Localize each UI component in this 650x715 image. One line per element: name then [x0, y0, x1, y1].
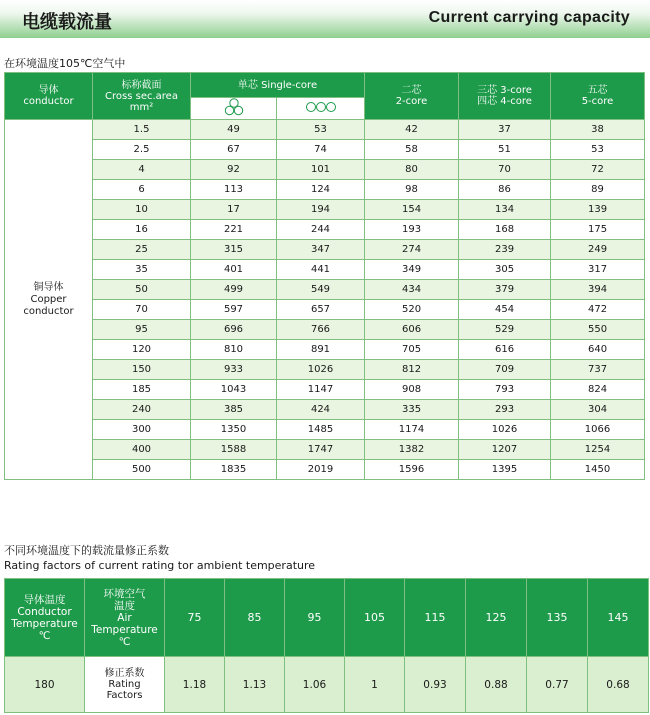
five-core-cell: 394: [551, 280, 645, 300]
cross-section-cell: 1.5: [93, 120, 191, 140]
two-core-cell: 606: [365, 320, 459, 340]
three-four-core-cell: 168: [459, 220, 551, 240]
single-core-flat-cell: 74: [277, 140, 365, 160]
three-four-core-cell: 454: [459, 300, 551, 320]
cross-section-cell: 2.5: [93, 140, 191, 160]
rating-factors-table: [4, 578, 649, 713]
cross-section-cell: 185: [93, 380, 191, 400]
rating-factor-value: 1.13: [225, 657, 285, 713]
cross-section-cell: 500: [93, 460, 191, 480]
single-core-trefoil-cell: 810: [191, 340, 277, 360]
cross-section-cell: 35: [93, 260, 191, 280]
five-core-cell: 1066: [551, 420, 645, 440]
three-four-core-cell: 379: [459, 280, 551, 300]
cross-section-cell: 300: [93, 420, 191, 440]
single-core-flat-cell: 657: [277, 300, 365, 320]
header-conductor: 导体 conductor: [5, 73, 93, 120]
single-core-trefoil-cell: 933: [191, 360, 277, 380]
table-row: [5, 220, 645, 240]
title-cn: 电缆载流量: [22, 12, 112, 33]
three-four-core-cell: 293: [459, 400, 551, 420]
table-row: [5, 280, 645, 300]
table-row: [5, 320, 645, 340]
rating-factor-value: 0.77: [527, 657, 588, 713]
table-row: [5, 160, 645, 180]
five-core-cell: 249: [551, 240, 645, 260]
conductor-temperature-value: 180: [5, 657, 85, 713]
single-core-flat-cell: 891: [277, 340, 365, 360]
two-core-cell: 1596: [365, 460, 459, 480]
header-three-four-core: 三芯 3-core 四芯 4-core: [459, 73, 551, 120]
table1-caption: 在环境温度105℃空气中: [4, 57, 126, 70]
two-core-cell: 154: [365, 200, 459, 220]
three-four-core-cell: 134: [459, 200, 551, 220]
single-core-flat-cell: 424: [277, 400, 365, 420]
trefoil-circles-icon: [191, 98, 277, 120]
single-core-trefoil-cell: 113: [191, 180, 277, 200]
cross-section-cell: 150: [93, 360, 191, 380]
cross-section-cell: 240: [93, 400, 191, 420]
five-core-cell: 38: [551, 120, 645, 140]
two-core-cell: 520: [365, 300, 459, 320]
single-core-trefoil-cell: 1350: [191, 420, 277, 440]
single-core-trefoil-cell: 221: [191, 220, 277, 240]
rating-factor-value: 0.68: [588, 657, 649, 713]
single-core-flat-cell: 1747: [277, 440, 365, 460]
cross-section-cell: 50: [93, 280, 191, 300]
five-core-cell: 1450: [551, 460, 645, 480]
two-core-cell: 335: [365, 400, 459, 420]
air-temperature-value: 105: [345, 579, 405, 657]
table2-caption-cn: 不同环境温度下的载流量修正系数: [4, 544, 169, 557]
two-core-cell: 98: [365, 180, 459, 200]
five-core-cell: 139: [551, 200, 645, 220]
single-core-trefoil-cell: 385: [191, 400, 277, 420]
two-core-cell: 349: [365, 260, 459, 280]
header-air-temperature: 环境空气 温度 Air Temperature ℃: [85, 579, 165, 657]
rating-factor-value: 1.18: [165, 657, 225, 713]
cross-section-cell: 120: [93, 340, 191, 360]
three-four-core-cell: 86: [459, 180, 551, 200]
table2-caption-en: Rating factors of current rating tor ambient temperature: [4, 559, 316, 572]
five-core-cell: 317: [551, 260, 645, 280]
two-core-cell: 80: [365, 160, 459, 180]
three-four-core-cell: 37: [459, 120, 551, 140]
table-row: [5, 260, 645, 280]
two-core-cell: 812: [365, 360, 459, 380]
three-four-core-cell: 1395: [459, 460, 551, 480]
rating-factor-value: 1.06: [285, 657, 345, 713]
table-row: [5, 340, 645, 360]
five-core-cell: 640: [551, 340, 645, 360]
table-row: [5, 380, 645, 400]
single-core-trefoil-cell: 1043: [191, 380, 277, 400]
two-core-cell: 1174: [365, 420, 459, 440]
two-core-cell: 42: [365, 120, 459, 140]
cross-section-cell: 70: [93, 300, 191, 320]
air-temperature-value: 75: [165, 579, 225, 657]
two-core-cell: 705: [365, 340, 459, 360]
five-core-cell: 1254: [551, 440, 645, 460]
cross-section-cell: 4: [93, 160, 191, 180]
single-core-trefoil-cell: 401: [191, 260, 277, 280]
title-en: Current carrying capacity: [428, 9, 630, 26]
current-capacity-table: [4, 72, 645, 480]
three-four-core-cell: 305: [459, 260, 551, 280]
two-core-cell: 274: [365, 240, 459, 260]
cross-section-cell: 10: [93, 200, 191, 220]
table-row: [5, 360, 645, 380]
three-four-core-cell: 709: [459, 360, 551, 380]
table-row: [5, 200, 645, 220]
cross-section-cell: 400: [93, 440, 191, 460]
cross-section-cell: 6: [93, 180, 191, 200]
single-core-trefoil-cell: 67: [191, 140, 277, 160]
flat-three-circles-icon: [277, 98, 365, 120]
single-core-trefoil-cell: 597: [191, 300, 277, 320]
header-five-core: 五芯 5-core: [551, 73, 645, 120]
three-four-core-cell: 1207: [459, 440, 551, 460]
two-core-cell: 193: [365, 220, 459, 240]
title-banner: [0, 0, 650, 38]
single-core-flat-cell: 101: [277, 160, 365, 180]
air-temperature-value: 95: [285, 579, 345, 657]
table-row: [5, 180, 645, 200]
header-cross-section: 标称截面 Cross sec.area mm²: [93, 73, 191, 120]
single-core-flat-cell: 1026: [277, 360, 365, 380]
five-core-cell: 550: [551, 320, 645, 340]
five-core-cell: 304: [551, 400, 645, 420]
five-core-cell: 737: [551, 360, 645, 380]
rating-factor-value: 0.93: [405, 657, 466, 713]
single-core-trefoil-cell: 1588: [191, 440, 277, 460]
single-core-trefoil-cell: 49: [191, 120, 277, 140]
single-core-flat-cell: 549: [277, 280, 365, 300]
three-four-core-cell: 239: [459, 240, 551, 260]
five-core-cell: 72: [551, 160, 645, 180]
air-temperature-value: 135: [527, 579, 588, 657]
five-core-cell: 175: [551, 220, 645, 240]
single-core-trefoil-cell: 92: [191, 160, 277, 180]
single-core-trefoil-cell: 1835: [191, 460, 277, 480]
table-row: [5, 120, 645, 140]
two-core-cell: 58: [365, 140, 459, 160]
air-temperature-value: 115: [405, 579, 466, 657]
single-core-trefoil-cell: 499: [191, 280, 277, 300]
cross-section-cell: 95: [93, 320, 191, 340]
header-single-core: 单芯 Single-core: [191, 73, 365, 98]
single-core-flat-cell: 244: [277, 220, 365, 240]
single-core-flat-cell: 124: [277, 180, 365, 200]
air-temperature-value: 125: [466, 579, 527, 657]
single-core-flat-cell: 1485: [277, 420, 365, 440]
table-row: [5, 300, 645, 320]
five-core-cell: 89: [551, 180, 645, 200]
single-core-flat-cell: 2019: [277, 460, 365, 480]
table-row: [5, 400, 645, 420]
header-conductor-temperature: 导体温度 Conductor Temperature ℃: [5, 579, 85, 657]
air-temperature-value: 85: [225, 579, 285, 657]
table2-caption: [4, 543, 315, 573]
single-core-flat-cell: 194: [277, 200, 365, 220]
single-core-flat-cell: 347: [277, 240, 365, 260]
conductor-type-cell: 铜导体 Copper conductor: [5, 120, 93, 480]
three-four-core-cell: 51: [459, 140, 551, 160]
table-row: [5, 460, 645, 480]
single-core-flat-cell: 1147: [277, 380, 365, 400]
three-four-core-cell: 529: [459, 320, 551, 340]
cross-section-cell: 25: [93, 240, 191, 260]
rating-factors-label: 修正系数 Rating Factors: [85, 657, 165, 713]
single-core-flat-cell: 441: [277, 260, 365, 280]
table-row: [5, 140, 645, 160]
five-core-cell: 824: [551, 380, 645, 400]
three-four-core-cell: 1026: [459, 420, 551, 440]
five-core-cell: 472: [551, 300, 645, 320]
two-core-cell: 1382: [365, 440, 459, 460]
table-row: [5, 420, 645, 440]
five-core-cell: 53: [551, 140, 645, 160]
single-core-trefoil-cell: 315: [191, 240, 277, 260]
two-core-cell: 434: [365, 280, 459, 300]
single-core-flat-cell: 766: [277, 320, 365, 340]
table-row: [5, 440, 645, 460]
three-four-core-cell: 793: [459, 380, 551, 400]
three-four-core-cell: 616: [459, 340, 551, 360]
table-row: [5, 240, 645, 260]
rating-factor-value: 1: [345, 657, 405, 713]
two-core-cell: 908: [365, 380, 459, 400]
cross-section-cell: 16: [93, 220, 191, 240]
header-two-core: 二芯 2-core: [365, 73, 459, 120]
three-four-core-cell: 70: [459, 160, 551, 180]
single-core-trefoil-cell: 696: [191, 320, 277, 340]
rating-factor-value: 0.88: [466, 657, 527, 713]
air-temperature-value: 145: [588, 579, 649, 657]
single-core-flat-cell: 53: [277, 120, 365, 140]
single-core-trefoil-cell: 17: [191, 200, 277, 220]
